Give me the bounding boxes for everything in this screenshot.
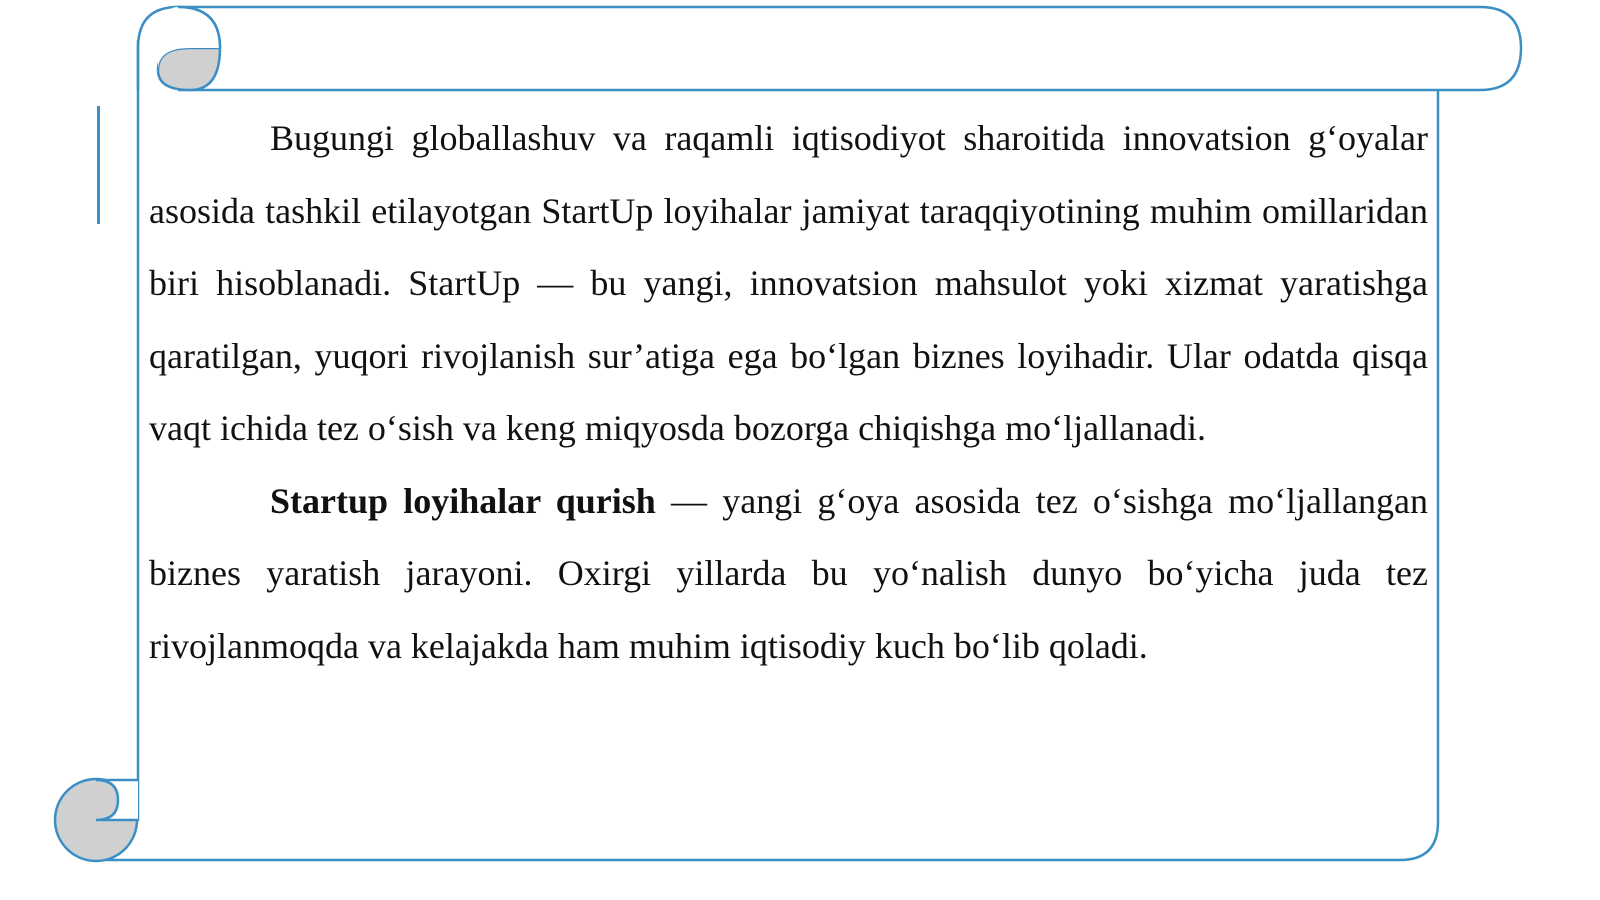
document-text xyxy=(149,102,1428,682)
bold-term: Startup loyihalar qurish xyxy=(270,480,656,521)
side-accent-bar xyxy=(97,106,100,224)
paragraph-1: Bugungi globallashuv va raqamli iqtisodiyot sharoitida innovatsion g‘oyalar asosida tashkil etilayotgan StartUp loyihalar jamiyat taraqqiyotining muhim omillaridan biri hisoblanadi. StartUp — bu yangi, innovatsion mahsulot yoki xizmat yaratishga qaratilgan, yuqori rivojlanish sur’atiga ega bo‘lgan biznes loyihadir. Ular odatda qisqa vaqt ichida tez o‘sish va keng miqyosda bozorga chiqishga mo‘ljallanadi. xyxy=(149,118,1428,448)
paragraph-2-rest: — yangi g‘oya asosida tez o‘sishga mo‘ljallangan biznes yaratish jarayoni. Oxirgi yillarda bu yo‘nalish dunyo bo‘yicha juda tez rivojlanmoqda va kelajakda ham muhim iqtisodiy kuch bo‘lib qoladi. xyxy=(149,480,1428,666)
paragraph-2 xyxy=(149,465,1428,683)
scroll-top-roll xyxy=(178,7,1521,90)
